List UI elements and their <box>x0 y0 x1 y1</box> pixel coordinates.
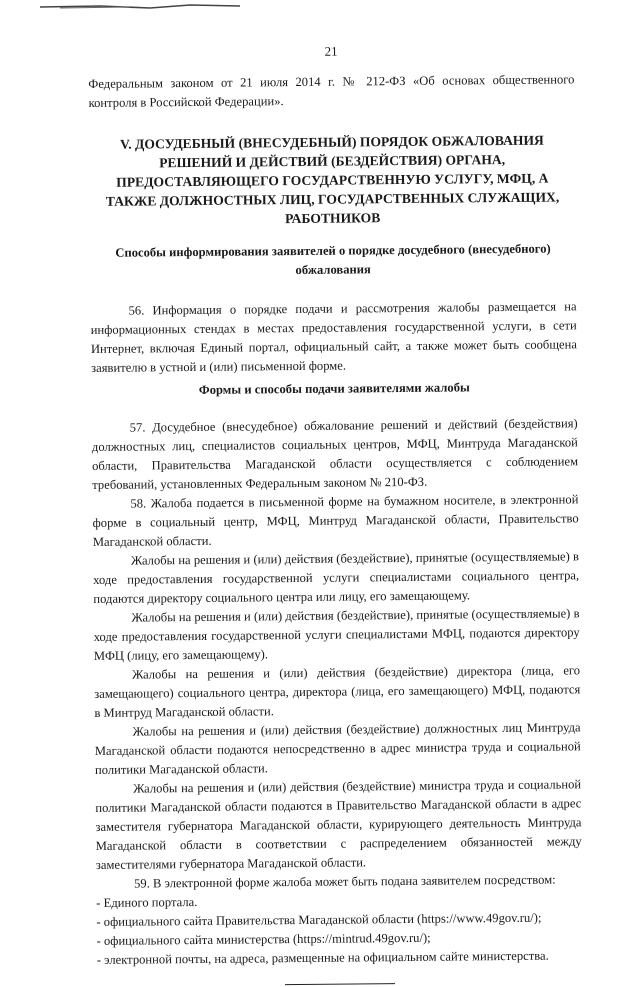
paragraph-58-social-center: Жалобы на решения и (или) действия (бездействие), принятые (осуществляемые) в ходе предоставления государственной услуги специалистами социального центра, подаются директору социального центра или лицу, его замещающему. <box>93 549 580 606</box>
paragraph-57: 57. Досудебное (внесудебное) обжалование решений и действий (бездействия) должностных лиц, специалистов социальных центров, МФЦ, Минтруда Магаданской области, Правительства Магаданской области осуществляется с соблюдением требований, установленных Федеральным законом № 210-ФЗ. <box>91 416 579 492</box>
list-item: - Единого портала. <box>96 894 198 910</box>
list-item: - официального сайта Правительства Магаданской области (https://www.49gov.ru/); <box>96 910 542 929</box>
paragraph-58-ministry-officials: Жалобы на решения и (или) действия (бездействие) должностных лиц Минтруда Магаданской области подаются непосредственно в адрес министра труда и социальной политики Магаданской области. <box>94 720 581 777</box>
list-item: - официального сайта министерства (https://mintrud.49gov.ru/); <box>96 930 431 948</box>
end-divider <box>285 983 395 985</box>
paragraph-58-minister: Жалобы на решения и (или) действия (бездействие) министра труда и социальной политики Магаданской области подаются в Правительство Магаданской области в адрес заместителя губернатора Магаданской области, курирующего деятельность Минтруда Магаданской области в соответствии с распределением обязанностей между заместителями губернатора Магаданской области. <box>95 777 582 872</box>
paragraph-58-directors: Жалобы на решения и (или) действия (бездействие) директора (лица, его замещающего) социального центра, директора (лица, его замещающего) МФЦ, подаются в Минтруд Магаданской области. <box>94 663 581 720</box>
paragraph-58-mfc: Жалобы на решения и (или) действия (бездействие), принятые (осуществляемые) в ходе предоставления государственной услуги специалистами МФЦ, подаются директору МФЦ (лицу, его замещающему). <box>93 606 580 663</box>
intro-paragraph: Федеральным законом от 21 июля 2014 г. № 212-ФЗ «Об основах общественного контроля в Российской Федерации». <box>88 72 575 110</box>
document-page <box>88 39 583 987</box>
scan-artifact-mark <box>40 2 240 10</box>
list-item: - электронной почты, на адреса, размещенные на официальном сайте министерства. <box>96 948 549 967</box>
subheading-informing: Способы информирования заявителей о порядке досудебного (внесудебного) обжалования <box>115 241 551 278</box>
subheading-forms: Формы и способы подачи заявителями жалобы <box>198 380 470 397</box>
paragraph-56: 56. Информация о порядке подачи и рассмотрения жалобы размещается на информационных стендах в местах предоставления государственной услуги, в сети Интернет, включая Единый портал, официальный сайт, а также может быть сообщена заявителю в устной и (или) письменной форме. <box>90 299 577 375</box>
section-title: V. ДОСУДЕБНЫЙ (ВНЕСУДЕБНЫЙ) ПОРЯДОК ОБЖАЛОВАНИЯ РЕШЕНИЙ И ДЕЙСТВИЙ (БЕЗДЕЙСТВИЯ) ОРГАНА, ПРЕДОСТАВЛЯЮЩЕГО ГОСУДАРСТВЕННУЮ УСЛУГУ, МФЦ, А ТАКЖЕ ДОЛЖНОСТНЫХ ЛИЦ, ГОСУДАРСТВЕННЫХ СЛУЖАЩИХ, РАБОТНИКОВ <box>105 132 560 227</box>
page-number: 21 <box>324 43 338 59</box>
paragraph-58: 58. Жалоба подается в письменной форме на бумажном носителе, в электронной форме в социальный центр, МФЦ, Минтруд Магаданской области, Правительство Магаданской области. <box>92 492 579 549</box>
paragraph-59: 59. В электронной форме жалоба может быть подана заявителем посредством: <box>133 872 556 891</box>
electronic-channels-list <box>96 889 583 970</box>
